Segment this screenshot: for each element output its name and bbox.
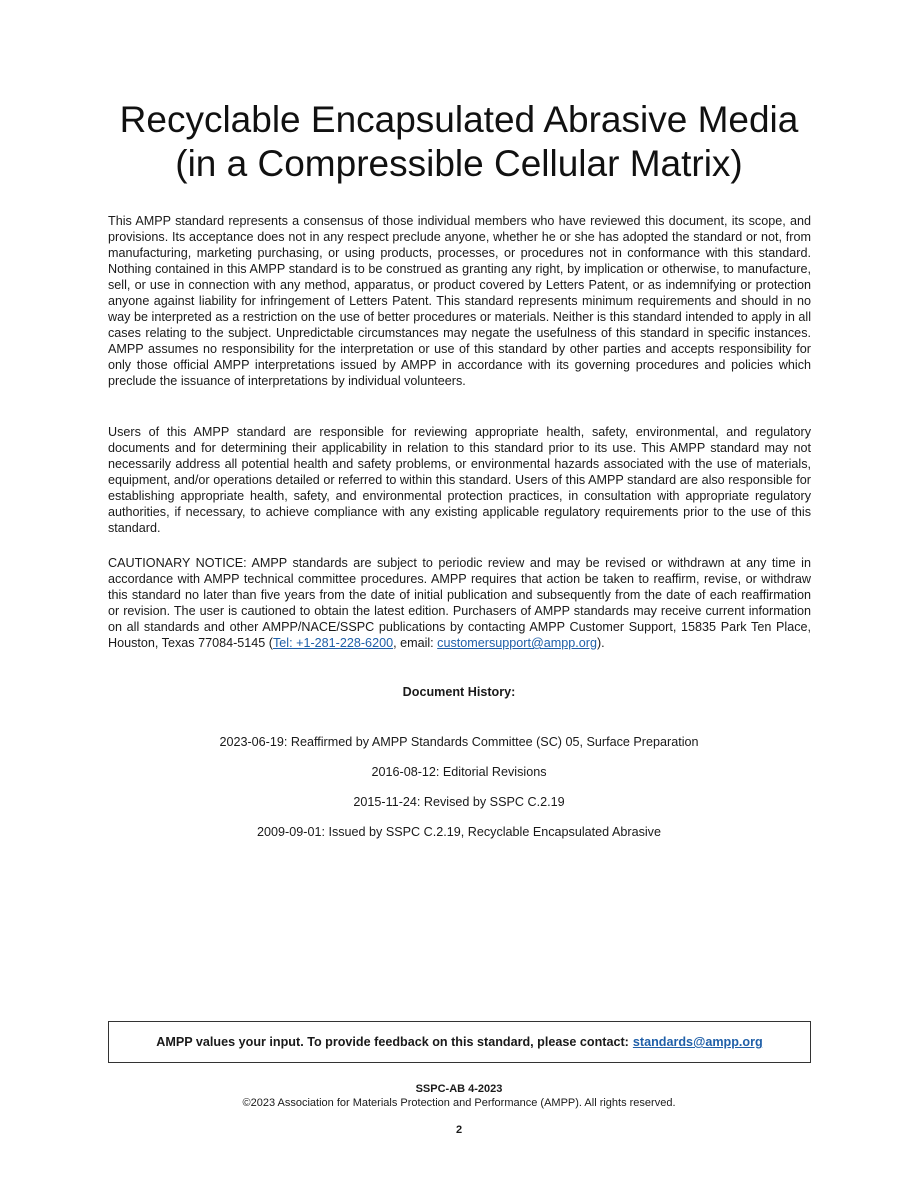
email-label-text: , email: <box>393 636 438 650</box>
consensus-paragraph: This AMPP standard represents a consensus of those individual members who have reviewed this document, its scope, and provisions. Its acceptance does not in any respect preclude anyone, whether he or she has adopted the standard or not, from manufacturing, marketing purchasing, or using products, processes, or procedures not in conformance with this standard. Nothing contained in this AMPP standard is to be construed as granting any right, by implication or otherwise, to manufacture, sell, or use in connection with any method, apparatus, or product covered by Letters Patent, or as indemnifying or protection anyone against liability for infringement of Letters Patent. This standard represents minimum requirements and should in no way be interpreted as a restriction on the use of better procedures or materials. Neither is this standard intended to apply in all cases relating to the subject. Unpredictable circumstances may negate the usefulness of this standard in specific instances. AMPP assumes no responsibility for the interpretation or use of this standard by other parties and accepts responsibility for only those official AMPP interpretations issued by AMPP in accordance with its governing procedures and policies which preclude the issuance of interpretations by individual volunteers. <box>108 214 811 388</box>
history-entry: 2023-06-19: Reaffirmed by AMPP Standards Committee (SC) 05, Surface Preparation <box>219 735 699 749</box>
copyright-notice: ©2023 Association for Materials Protection and Performance (AMPP). All rights reserved. <box>242 1097 676 1109</box>
standard-code: SSPC-AB 4-2023 <box>415 1083 503 1095</box>
phone-link[interactable]: Tel: +1-281-228-6200 <box>273 636 394 650</box>
cautionary-notice-text: CAUTIONARY NOTICE: AMPP standards are subject to periodic review and may be revised or withdrawn at any time in accordance with AMPP technical committee procedures. AMPP requires that action be taken to reaffirm, revise, or withdraw this standard no later than five years from the date of initial publication and subsequently from the date of each reaffirmation or revision. The user is cautioned to obtain the latest edition. Purchasers of AMPP standards may receive current information on all standards and other AMPP/NACE/SSPC publications by contacting AMPP Customer Support, 15835 Park Ten Place, Houston, Texas 77084-5145 ( <box>108 556 811 650</box>
standards-email-link[interactable]: standards@ampp.org <box>632 1035 763 1049</box>
history-entry: 2016-08-12: Editorial Revisions <box>371 765 547 779</box>
title-line-2: (in a Compressible Cellular Matrix) <box>175 143 743 184</box>
document-history-list <box>0 734 918 854</box>
document-history-heading: Document History: <box>402 685 516 699</box>
feedback-text: AMPP values your input. To provide feedback on this standard, please contact: <box>156 1035 629 1049</box>
closing-paren-text: ). <box>596 636 605 650</box>
feedback-box <box>108 1021 811 1063</box>
cautionary-notice-paragraph <box>108 555 811 651</box>
customer-support-email-link[interactable]: customersupport@ampp.org <box>437 636 597 650</box>
history-entry: 2009-09-01: Issued by SSPC C.2.19, Recyclable Encapsulated Abrasive <box>257 825 661 839</box>
history-entry: 2015-11-24: Revised by SSPC C.2.19 <box>353 795 565 809</box>
title-line-1: Recyclable Encapsulated Abrasive Media <box>119 99 799 140</box>
page-footer <box>0 1082 918 1110</box>
users-responsibility-paragraph: Users of this AMPP standard are responsible for reviewing appropriate health, safety, environmental, and regulatory documents and for determining their applicability in relation to this standard prior to its use. This AMPP standard may not necessarily address all potential health and safety problems, or environmental hazards associated with the use of materials, equipment, and/or operations detailed or referred to within this standard. Users of this AMPP standard are also responsible for establishing appropriate health, safety, and environmental protection practices, in consultation with appropriate regulatory authorities, if necessary, to achieve compliance with any existing applicable regulatory requirements prior to the use of this standard. <box>108 425 811 535</box>
document-title <box>0 98 918 186</box>
page-number: 2 <box>455 1124 463 1136</box>
